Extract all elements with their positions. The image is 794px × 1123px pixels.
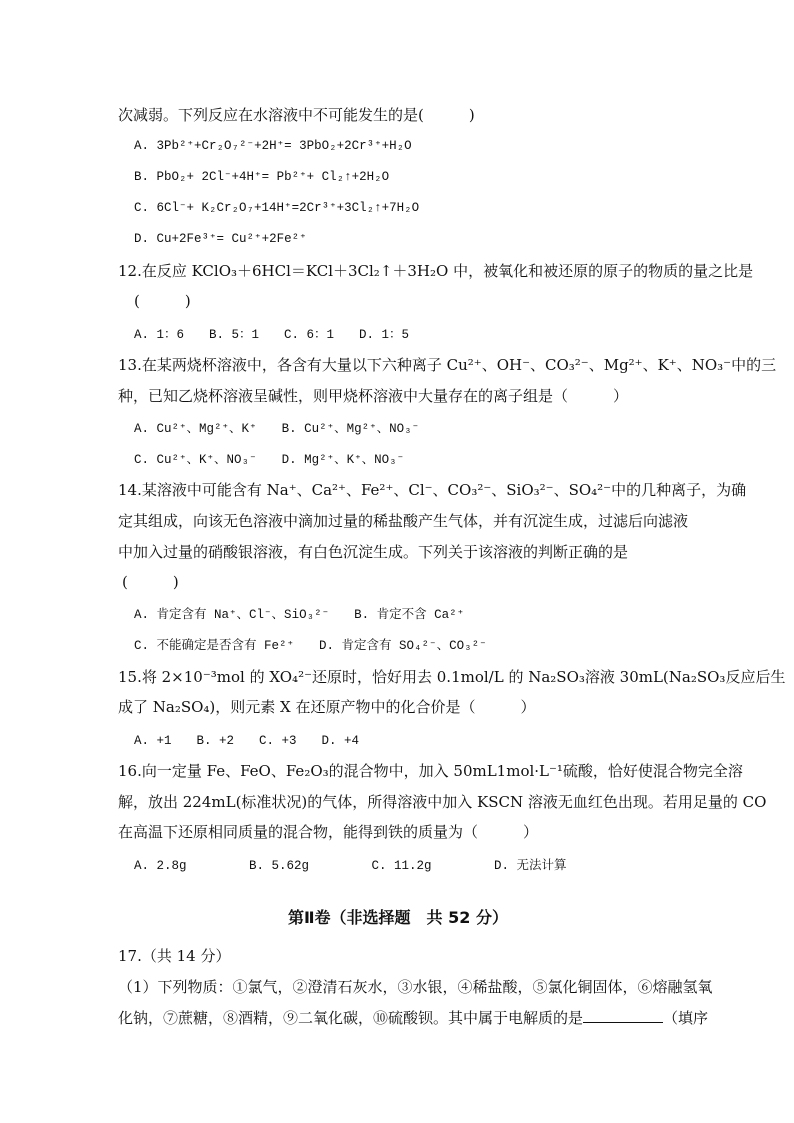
q12-stem: 12.在反应 KClO₃＋6HCl＝KCl＋3Cl₂↑＋3H₂O 中，被氧化和被还原的原子的物质的量之比是 [118, 262, 754, 280]
q15-stem-line1: 15.将 2×10⁻³mol 的 XO₄²⁻还原时，恰好用去 0.1mol/L 的 Na₂SO₃溶液 30mL(Na₂SO₃反应后生 [118, 668, 786, 686]
q14-answer-bracket: ( ) [122, 573, 179, 591]
q11-option-c: C. 6Cl⁻+ K₂Cr₂O₇+14H⁺=2Cr³⁺+3Cl₂↑+7H₂O [134, 201, 420, 215]
q16-stem-line3: 在高温下还原相同质量的混合物，能得到铁的质量为（ ） [118, 823, 539, 841]
q14-options-cd: C. 不能确定是否含有 Fe²⁺ D. 肯定含有 SO₄²⁻、CO₃²⁻ [134, 639, 487, 653]
q11-option-d: D. Cu+2Fe³⁺= Cu²⁺+2Fe²⁺ [134, 232, 307, 246]
q17-part1-text: 化钠，⑦蔗糖，⑧酒精，⑨二氧化碳，⑩硫酸钡。其中属于电解质的是 [118, 1009, 584, 1027]
q12-options: A. 1：6 B. 5：1 C. 6：1 D. 1：5 [134, 328, 410, 342]
q17-part1-line1: （1）下列物质：①氯气，②澄清石灰水，③水银，④稀盐酸，⑤氯化铜固体，⑥熔融氢氧 [118, 978, 713, 996]
section-2-heading: 第Ⅱ卷（非选择题 共 52 分） [288, 908, 508, 927]
q13-options-cd: C. Cu²⁺、K⁺、NO₃⁻ D. Mg²⁺、K⁺、NO₃⁻ [134, 453, 405, 467]
q11-option-a: A. 3Pb²⁺+Cr₂O₇²⁻+2H⁺= 3PbO₂+2Cr³⁺+H₂O [134, 139, 412, 153]
q13-options-ab: A. Cu²⁺、Mg²⁺、K⁺ B. Cu²⁺、Mg²⁺、NO₃⁻ [134, 422, 420, 436]
q11-stem-end: 次减弱。下列反应在水溶液中不可能发生的是( ) [118, 106, 475, 124]
q13-stem-line2: 种，已知乙烧杯溶液呈碱性，则甲烧杯溶液中大量存在的离子组是（ ） [118, 387, 629, 405]
q16-options: A. 2.8g B. 5.62g C. 11.2g D. 无法计算 [134, 859, 567, 873]
q17-heading: 17.（共 14 分） [118, 947, 231, 965]
q14-stem-line3: 中加入过量的硝酸银溶液，有白色沉淀生成。下列关于该溶液的判断正确的是 [118, 543, 629, 561]
q14-stem-line2: 定其组成，向该无色溶液中滴加过量的稀盐酸产生气体，并有沉淀生成，过滤后向滤液 [118, 512, 689, 530]
q15-stem-line2: 成了 Na₂SO₄)，则元素 X 在还原产物中的化合价是（ ） [118, 698, 536, 716]
q12-answer-bracket: ( ) [134, 292, 191, 310]
q15-options: A. +1 B. +2 C. +3 D. +4 [134, 734, 360, 748]
q17-part1-tail: （填序 [663, 1009, 709, 1027]
q11-option-b: B. PbO₂+ 2Cl⁻+4H⁺= Pb²⁺+ Cl₂↑+2H₂O [134, 170, 390, 184]
answer-blank[interactable] [583, 1010, 663, 1023]
q16-stem-line2: 解，放出 224mL(标准状况)的气体，所得溶液中加入 KSCN 溶液无血红色出现。若用足量的 CO [118, 793, 767, 811]
q16-stem-line1: 16.向一定量 Fe、FeO、Fe₂O₃的混合物中，加入 50mL1mol·L⁻¹硫酸，恰好使混合物完全溶 [118, 762, 743, 780]
q17-part1-line2 [118, 1007, 708, 1028]
q13-stem-line1: 13.在某两烧杯溶液中，各含有大量以下六种离子 Cu²⁺、OH⁻、CO₃²⁻、Mg²⁺、K⁺、NO₃⁻中的三 [118, 356, 777, 374]
q14-stem-line1: 14.某溶液中可能含有 Na⁺、Ca²⁺、Fe²⁺、Cl⁻、CO₃²⁻、SiO₃²⁻、SO₄²⁻中的几种离子，为确 [118, 481, 747, 499]
q14-options-ab: A. 肯定含有 Na⁺、Cl⁻、SiO₃²⁻ B. 肯定不含 Ca²⁺ [134, 608, 465, 622]
